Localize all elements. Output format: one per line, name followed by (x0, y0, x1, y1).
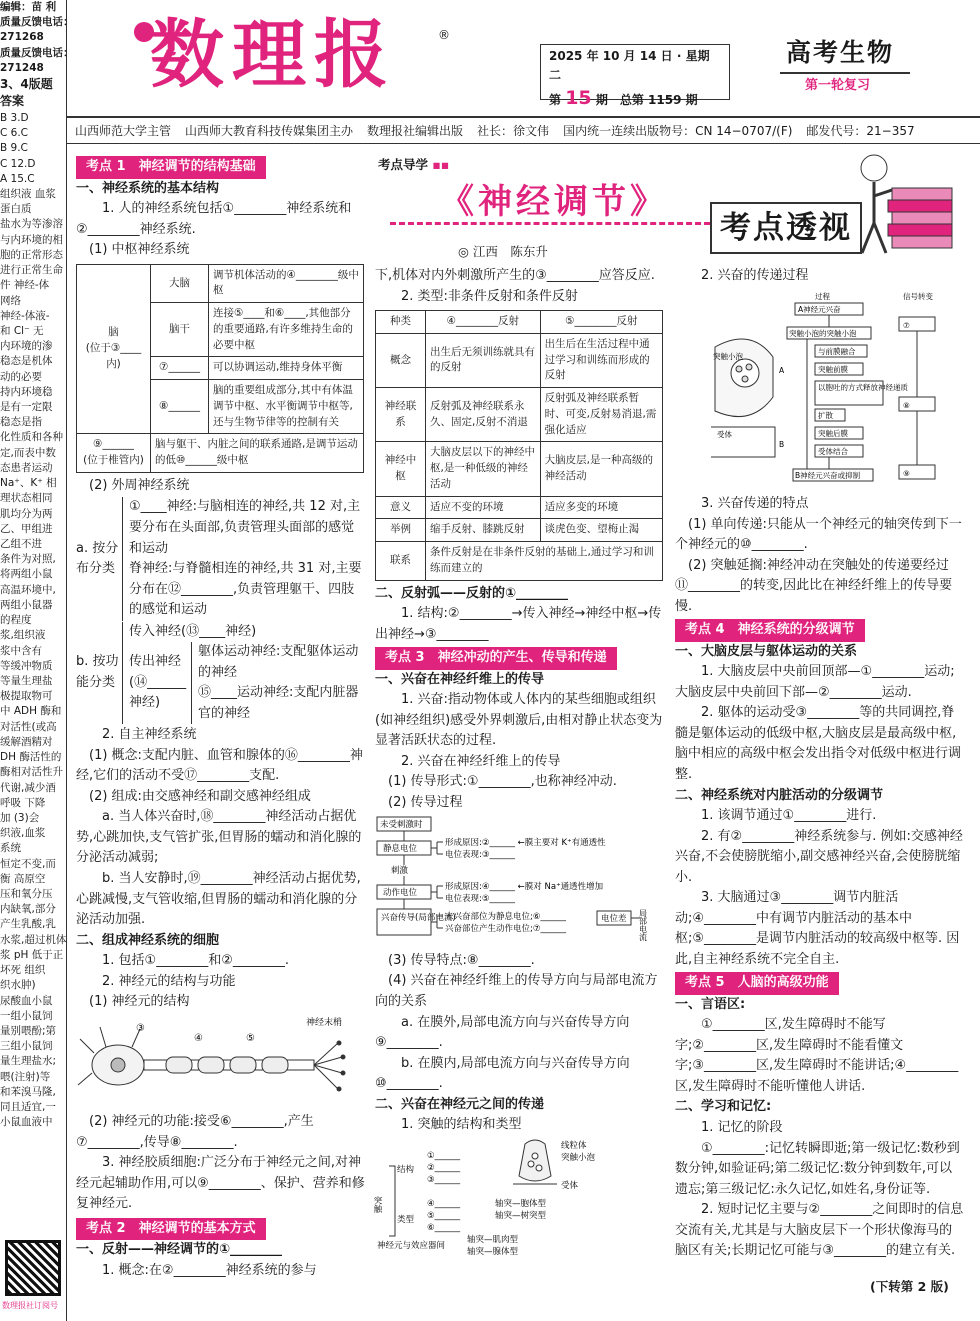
left-strip-line: 神经-体液- (0, 309, 50, 322)
paragraph: 1. 突触的结构和类型 (401, 1117, 522, 1133)
paragraph: 2. 神经元的结构与功能 (102, 973, 236, 989)
flow-node: 静息电位 (383, 844, 418, 855)
diag-part: 突触小泡 (713, 351, 743, 361)
paragraph: (2) 组成:由交感神经和副交感神经组成 (89, 788, 311, 804)
left-strip-line: 两组小鼠器 (0, 598, 53, 611)
syn-label: 突触 (372, 1195, 382, 1213)
neuron-label: ④ (194, 1032, 203, 1044)
left-strip-line: 质量反馈电话： (0, 46, 74, 59)
syn-type: 轴突—腺体型 (467, 1246, 519, 1257)
subheading: 二、反射弧——反射的①________ (375, 585, 569, 601)
paragraph: ①____神经:与脑相连的神经,共 12 对,主要分布在头面部,负责管理头面部的感觉和运动 (129, 499, 361, 556)
table-cell: 大脑皮层以下的神经中枢,是一种低级的神经活动 (426, 442, 541, 496)
left-strip-line: Na⁺、K⁺ 相 (0, 477, 57, 490)
left-strip-line: 肌均分为两 (0, 507, 53, 520)
table-cell: 意义 (376, 496, 426, 519)
paragraph: 下,机体对内外刺激所产生的③________应答反应. (375, 268, 655, 283)
paragraph: 3. 神经胶质细胞:广泛分布于神经元之间,对神经元起辅助作用,可以⑨________、保护、营养和修复神经元. (76, 1155, 365, 1212)
paragraph: 1. 结构:②________→传入神经→神经中枢→传出神经→③________ (375, 606, 662, 642)
flow-node: 动作电位 (383, 888, 418, 899)
paragraph: (3) 传导特点:⑧________. (388, 952, 535, 968)
diag-step: 以胞吐的方式释放神经递质 (818, 382, 908, 392)
table-cell: 概念 (376, 333, 426, 387)
table-cell: 缩手反射、膝跳反射 (426, 519, 541, 542)
syn-type: 轴突—胞体型 (495, 1198, 547, 1209)
flow-node: 电位差 (601, 914, 627, 925)
left-strip-line: 系统 (0, 842, 21, 855)
left-strip-line: 内环境的渗 (0, 340, 53, 353)
paragraph: 2. 类型:非条件反射和条件反射 (401, 288, 578, 304)
table-cell: 连接⑤____和⑥____,其他部分的重要通路,有许多维持生命的必要中枢 (209, 303, 364, 357)
subject-divider (780, 72, 910, 74)
paragraph: 脊神经:与脊髓相连的神经,共 31 对,主要分布在⑫________,负责管理躯干、四肢的感觉和运动 (129, 561, 362, 618)
neuron-label: ⑤ (246, 1032, 255, 1044)
section-heading: 考点 5 人脑的高级功能 (675, 972, 839, 995)
paragraph: (2) 传导过程 (388, 794, 463, 810)
subheading: 一、兴奋在神经纤维上的传导 (375, 671, 545, 687)
left-strip-line: C 12.D (0, 157, 36, 170)
article-title: 《神经调节》 (440, 182, 668, 222)
table-cell: 举例 (376, 519, 426, 542)
diag-step: 突触前膜 (818, 364, 848, 374)
paragraph: ①________区,发生障碍时不能写字;②________区,发生障碍时不能看懂文字;③________区,发生障碍时不能讲话;④________区,发生障碍时不能听懂他人讲话. (675, 1017, 959, 1094)
pns-tree-a (76, 497, 366, 620)
subheading: 二、兴奋在神经元之间的传递 (375, 1096, 545, 1112)
signal-blank: ⑦ (903, 320, 910, 330)
left-strip-line: 酶相对活性升 (0, 766, 63, 779)
syn-item: ③______ (427, 1174, 461, 1185)
issue-suffix: 期 (595, 93, 608, 108)
left-strip-line: B 3.D (0, 111, 29, 124)
paragraph: 2. 兴奋在神经纤维上的传导 (401, 753, 561, 769)
tree-branches (122, 497, 366, 620)
info-item: 数理报社编辑出版 (367, 124, 464, 138)
tree-label: b. 按功能分类 (76, 654, 119, 690)
subheading: 二、神经系统对内脏活动的分级调节 (675, 787, 884, 803)
left-strip-line: 代谢,减少酒 (0, 781, 56, 794)
left-strip-line: 是有一定限 (0, 401, 53, 414)
column-3 (675, 266, 965, 1262)
paragraph: 1. 兴奋:指动物体或人体内的某些细胞或组织(如神经组织)感受外界刺激后,由相对静止状态变为显著活跃状态的过程. (375, 692, 663, 749)
left-strip-line: 极提取物可 (0, 690, 53, 703)
paragraph: ①________:记忆转瞬即逝;第一级记忆:数秒到数分钟,如验证码;第二级记忆:数分钟到数年,可以遗忘;第三级记忆:永久记忆,如姓名,身份证等. (675, 1140, 960, 1197)
masthead-title: 数理报 (150, 12, 396, 98)
table-cell: ⑦______ (151, 357, 209, 380)
neuron-label: ③ (136, 1022, 145, 1034)
left-strip-line: 稳态是机体 (0, 355, 53, 368)
issue-total: 总第 1159 期 (619, 93, 698, 108)
diag-part: A (779, 365, 785, 375)
paragraph: a. 在膜外,局部电流方向与兴奋传导方向⑨________. (375, 1014, 630, 1051)
diag-part: B (779, 439, 785, 449)
left-strip-line: 坏死 组织 (0, 964, 46, 977)
diag-step: 受体结合 (818, 446, 848, 456)
syn-item: ④______ (427, 1198, 461, 1209)
left-strip-line: 持内环境稳 (0, 385, 53, 398)
diag-step: 扩散 (818, 410, 833, 420)
table-cell: 适应多变的环境 (540, 496, 662, 519)
table-cell: 脑干 (151, 303, 209, 357)
table-cell: 神经联系 (376, 388, 426, 442)
paragraph: (1) 神经元的结构 (89, 994, 190, 1010)
syn-item: ⑥______ (427, 1222, 461, 1233)
table-cell: 出生后无须训练就具有的反射 (426, 333, 541, 387)
qr-caption: 数理报社订阅号 (2, 1301, 58, 1310)
header-rule (67, 116, 980, 118)
left-strip-line: 内缺氧,部分 (0, 903, 56, 916)
flow-text: 电位表现:⑤______ (445, 894, 515, 905)
left-strip-line: 的程度 (0, 614, 32, 627)
paragraph: 躯体运动神经:支配躯体运动的神经 (198, 644, 359, 680)
info-item: 国内统一连续出版物号：CN 14−0707/(F) (563, 124, 793, 138)
registered-mark: ® (438, 28, 450, 42)
left-strip-line: A 15.C (0, 172, 35, 185)
left-strip-line: 化性质和各种 (0, 431, 63, 444)
paragraph: (1) 中枢神经系统 (89, 242, 190, 258)
diag-step: 突触后膜 (818, 428, 848, 438)
left-strip-line: 缓解酒精对 (0, 735, 53, 748)
paragraph: 1. 记忆的阶段 (701, 1120, 783, 1135)
continued-note: (下转第 2 版) (870, 1279, 949, 1294)
flow-text: 未兴奋部位为静息电位;⑥______ (445, 912, 566, 923)
syn-label: 类型 (397, 1214, 415, 1225)
left-strip-line: 件 神经-体 (0, 279, 50, 292)
subheading: 一、反射——神经调节的①________ (76, 1242, 283, 1258)
left-strip-line: 稳态是指 (0, 416, 42, 429)
paragraph: (1) 单向传递:只能从一个神经元的轴突传到下一个神经元的⑩________. (675, 516, 962, 553)
info-item: 山西师大教育科技传媒集团主办 (185, 124, 354, 138)
paragraph: (1) 概念:支配内脏、血管和腺体的⑯________神经,它们的活动不受⑰________支配. (76, 747, 363, 784)
issue-date-box (540, 44, 730, 110)
left-strip-line: 浆,组织液 (0, 629, 46, 642)
left-strip-line: 小鼠血液中 (0, 1116, 53, 1129)
paragraph: 1. 概念:在②________神经系统的参与 (102, 1262, 317, 1278)
paragraph: (1) 传导形式:①________,也称神经冲动. (388, 774, 617, 790)
qr-code (5, 1240, 61, 1296)
syn-type: 轴突—肌肉型 (467, 1234, 519, 1245)
reflex-table (375, 310, 663, 581)
table-cell: 反射弧及神经联系暂时、可变,反射易消退,需强化适应 (540, 388, 662, 442)
paragraph: a. 当人体兴奋时,⑱________神经活动占据优势,心跳加快,支气管扩张,但胃肠的蠕动和消化腺的分泌活动减弱; (76, 809, 362, 866)
flow-node: 兴奋传导(局部电流) (381, 913, 456, 924)
syn-label: 受体 (561, 1180, 579, 1191)
subject-title: 高考生物 (786, 38, 895, 67)
left-strip-line: 等缓冲物质 (0, 659, 53, 672)
table-cell: 谈虎色变、望梅止渴 (540, 519, 662, 542)
kaodian-stamp: 考点透视 (710, 202, 862, 254)
syn-label: 突触小泡 (561, 1152, 596, 1163)
left-strip-line: 量别喂酚;第 (0, 1025, 57, 1037)
syn-label: 线粒体 (561, 1140, 587, 1151)
table-cell: 脑与躯干、内脏之间的联系通路,是调节运动的低⑩______级中枢 (151, 434, 364, 473)
left-strip-line: 进行正常生命 (0, 264, 63, 277)
tree-branches (122, 622, 366, 725)
section-heading: 考点 2 神经调节的基本方式 (76, 1218, 266, 1241)
table-cell: 大脑皮层,是一种高级的神经活动 (540, 442, 662, 496)
left-strip-line: 高温环境中, (0, 583, 56, 596)
tree-label: 传出神经(⑭______神经) (129, 654, 187, 711)
left-strip-line: 衡 高原空 (0, 872, 46, 885)
paragraph: 传入神经(⑬____神经) (129, 623, 257, 639)
table-header: ④________反射 (426, 311, 541, 334)
signal-blank: ⑨ (903, 468, 910, 478)
left-strip-line: 中 ADH 酶和 (0, 705, 62, 718)
signal-blank: ⑧ (903, 400, 910, 410)
paragraph: (2) 神经元的功能:接受⑥________,产生⑦________,传导⑧________. (76, 1114, 314, 1150)
subheading: 二、组成神经系统的细胞 (76, 932, 220, 948)
left-strip-line: 盐水为等渗溶 (0, 218, 63, 231)
transmission-process-diagram (675, 287, 963, 487)
syn-label: 神经元与效应器间 (377, 1240, 446, 1251)
paragraph: 1. 包括①________和②________. (102, 953, 289, 969)
diag-part: 受体 (717, 429, 732, 439)
syn-type: 轴突—树突型 (495, 1210, 547, 1221)
cns-table (76, 264, 364, 473)
flow-text: 电位表现:③______ (445, 850, 515, 861)
table-cell: ⑨______ (位于椎管内) (77, 434, 151, 473)
subject-subtitle: 第一轮复习 (805, 78, 871, 93)
info-item: 山西师范大学主管 (75, 124, 172, 138)
paragraph: 2. 躯体的运动受③________等的共同调控,脊髓是躯体运动的低级中枢,大脑皮层是最高级中枢,脑中相应的高级中枢会发出指令对低级中枢进行调整. (675, 705, 962, 782)
paragraph: 1. 大脑皮层中央前回顶部—①________运动;大脑皮层中央前回下部—②________运动. (675, 664, 955, 700)
synapse-structure-diagram (372, 1136, 663, 1257)
guide-label: 考点导学 ▪▪ (378, 157, 450, 172)
table-cell: 适应不变的环境 (426, 496, 541, 519)
paragraph: (2) 外周神经系统 (89, 477, 190, 493)
left-strip-line: 恒定不变,而 (0, 857, 56, 870)
left-strip-line: 编辑：苗 利 (0, 1, 57, 13)
paragraph: 3. 大脑通过③________调节内脏活动;④________中有调节内脏活动的基本中枢;⑤________是调节内脏活动的较高级中枢等. 因此,自主神经系统不完全自主. (675, 890, 960, 967)
paragraph: ⑮____运动神经:支配内脏器官的神经 (198, 685, 359, 721)
table-cell: 反射弧及神经联系永久、固定,反射不消退 (426, 388, 541, 442)
paragraph: (2) 突触延搁:神经冲动在突触处的传递要经过⑪________的转变,因此比在神经纤维上的传导要慢. (675, 557, 953, 614)
publisher-info-bar (75, 122, 980, 141)
flow-text: 形成原因:②______ ←膜主要对 K⁺有通透性 (445, 838, 606, 849)
issue-number: 15 (565, 87, 592, 110)
left-strip-line: 将两组小鼠 (0, 568, 53, 581)
pns-tree-b (76, 622, 366, 725)
left-strip-line: 对活性(或高 (0, 720, 57, 733)
table-cell: 条件反射是在非条件反射的基础上,通过学习和训练而建立的 (426, 542, 663, 581)
left-strip-line: 271248 (0, 61, 44, 74)
paragraph: 1. 该调节通过①________进行. (701, 808, 877, 824)
left-strip-line: 乙、甲组进 (0, 522, 53, 535)
left-answer-strip (0, 0, 74, 1321)
left-strip-line: 质量反馈电话： (0, 16, 74, 29)
left-strip-line: 浆 pH 低于正 (0, 948, 64, 961)
left-strip-line: 加 (3)会 (0, 811, 40, 824)
syn-item: ⑤______ (427, 1210, 461, 1221)
diag-step: 突触小泡的突触小泡 (789, 328, 857, 338)
flow-text: 形成原因:④______ ←膜对 Na⁺通透性增加 (445, 882, 604, 893)
syn-item: ①______ (427, 1150, 461, 1161)
left-strip-line: B 9.C (0, 142, 28, 155)
table-cell: 神经中枢 (376, 442, 426, 496)
left-strip-line: 压和氧分压 (0, 888, 53, 901)
left-strip-line: 271268 (0, 31, 44, 44)
cns-brain-cell: 脑 (位于③____内) (77, 264, 151, 434)
left-strip-line: 与内环境的相 (0, 233, 63, 246)
syn-item: ②______ (427, 1162, 461, 1173)
info-rule (67, 143, 980, 144)
section-heading: 考点 4 神经系统的分级调节 (675, 619, 865, 642)
guide-label-text: 考点导学 (378, 157, 429, 172)
left-strip-line: 态患者运动 (0, 461, 53, 474)
left-strip-line: 蛋白质 (0, 203, 32, 216)
section-heading: 考点 1 神经调节的结构基础 (76, 156, 266, 179)
paragraph: b. 当人安静时,⑲________神经活动占据优势,心跳减慢,支气管收缩,但胃肠的蠕动和消化腺的分泌活动加强. (76, 871, 361, 928)
left-strip-line: 网络 (0, 294, 21, 307)
flow-node: 局部电流 (638, 909, 648, 942)
left-strip-line: 浆中含有 (0, 644, 42, 657)
left-strip-line: 产生乳酸,乳 (0, 918, 56, 931)
issue-date: 2025 年 10 月 14 日 · 星期二 (549, 49, 710, 82)
left-strip-line: 3、4版题 (0, 77, 53, 92)
conduction-flow-diagram (375, 813, 663, 943)
paragraph: 2. 短时记忆主要与②________之间即时的信息交流有关,尤其是与大脑皮层下一个形状像海马的脑区有关;长期记忆可能与③________的建立有关. (675, 1202, 964, 1259)
subheading: 一、言语区: (675, 996, 746, 1012)
left-strip-line: 和 Cl⁻ 无 (0, 324, 44, 337)
left-strip-line: 一组小鼠饲 (0, 1009, 53, 1022)
left-strip-line: 三组小鼠饲 (0, 1040, 53, 1053)
subheading: 二、学习和记忆: (675, 1099, 772, 1115)
left-strip-line: 和苯溴马隆, (0, 1085, 56, 1098)
subheading: 一、大脑皮层与躯体运动的关系 (675, 643, 858, 659)
left-strip-line: 定,而表中数 (0, 446, 56, 459)
diag-step: B神经元兴奋或抑制 (795, 470, 861, 480)
table-header: 种类 (376, 311, 426, 334)
table-cell: 可以协调运动,维持身体平衡 (209, 357, 364, 380)
column-2 (372, 266, 665, 1263)
left-strip-line: 动的必要 (0, 370, 42, 383)
table-header: ⑤________反射 (540, 311, 662, 334)
column-1 (76, 156, 366, 1282)
paragraph: 2. 有②________神经系统参与. 例如:交感神经兴奋,不会使膀胱缩小,副交感神经兴奋,会使膀胱缩小. (675, 828, 963, 885)
left-strip-line: 尿酸血小鼠 (0, 994, 53, 1007)
issue-prefix: 第 (549, 93, 562, 108)
left-strip-line: 理状态相同 (0, 492, 53, 505)
left-strip-line: 量生理盐水; (0, 1055, 57, 1068)
neuron-diagram (76, 1013, 364, 1105)
tree-label: a. 按分布分类 (76, 540, 119, 577)
paragraph: (4) 兴奋在神经纤维上的传导方向与局部电流方向的关系 (375, 973, 658, 1009)
syn-label: 结构 (397, 1164, 415, 1175)
section-heading: 考点 3 神经冲动的产生、传导和传递 (375, 647, 617, 670)
table-cell: 调节机体活动的④________级中枢 (209, 264, 364, 303)
left-strip-line: C 6.C (0, 127, 29, 140)
left-strip-line: 水浆,超过机体 (0, 933, 67, 946)
left-strip-line: 等量生理盐 (0, 674, 53, 687)
left-strip-line: 乙组不进 (0, 538, 42, 550)
left-strip-line: 答案 (0, 94, 25, 109)
neuron-label: 神经末梢 (306, 1017, 343, 1028)
table-cell: 大脑 (151, 264, 209, 303)
diag-step: A神经元兴奋 (798, 304, 841, 314)
left-strip-line: 喂(注射)等 (0, 1070, 51, 1083)
left-strip-line: 织液,血浆 (0, 827, 46, 840)
diag-label: 信号转变 (903, 291, 933, 301)
table-cell: 出生后在生活过程中通过学习和训练而形成的反射 (540, 333, 662, 387)
article-author: ◎ 江西 陈东升 (458, 244, 548, 259)
flow-node: 刺激 (391, 866, 409, 877)
info-item: 社长：徐文伟 (477, 124, 550, 138)
diag-label: 过程 (815, 291, 830, 301)
left-strip-line: 织水肿) (0, 979, 36, 992)
left-strip-line: 组织液 血浆 (0, 187, 56, 200)
flow-node: 未受刺激时 (380, 820, 423, 831)
paragraph: b. 在膜内,局部电流方向与兴奋传导方向⑩________. (375, 1055, 630, 1092)
table-cell: 脑的重要组成部分,其中有体温调节中枢、水平衡调节中枢等,还与生物节律等的控制有关 (209, 380, 364, 434)
flow-text: 兴奋部位产生动作电位;⑦______ (445, 924, 566, 935)
books-figure-icon (852, 148, 970, 258)
left-strip-line: 呼吸 下降 (0, 796, 46, 809)
left-strip-line: 同且适宜,一 (0, 1101, 56, 1114)
diag-step: 与前膜融合 (818, 346, 856, 356)
paragraph: 3. 兴奋传递的特点 (701, 496, 809, 512)
paragraph: 2. 自主神经系统 (102, 727, 197, 743)
left-strip-line: 胞的正常形态 (0, 248, 63, 261)
left-strip-line: DH 酶活性的 (0, 751, 62, 764)
paragraph: 2. 兴奋的传递过程 (701, 268, 809, 283)
table-cell: ⑧______ (151, 380, 209, 434)
table-cell: 联系 (376, 542, 426, 581)
left-strip-line: 条件为对照, (0, 553, 56, 566)
subheading: 一、神经系统的基本结构 (76, 180, 220, 196)
paragraph: 1. 人的神经系统包括①________神经系统和②________神经系统. (76, 201, 352, 237)
info-item: 邮发代号：21−357 (806, 124, 915, 138)
